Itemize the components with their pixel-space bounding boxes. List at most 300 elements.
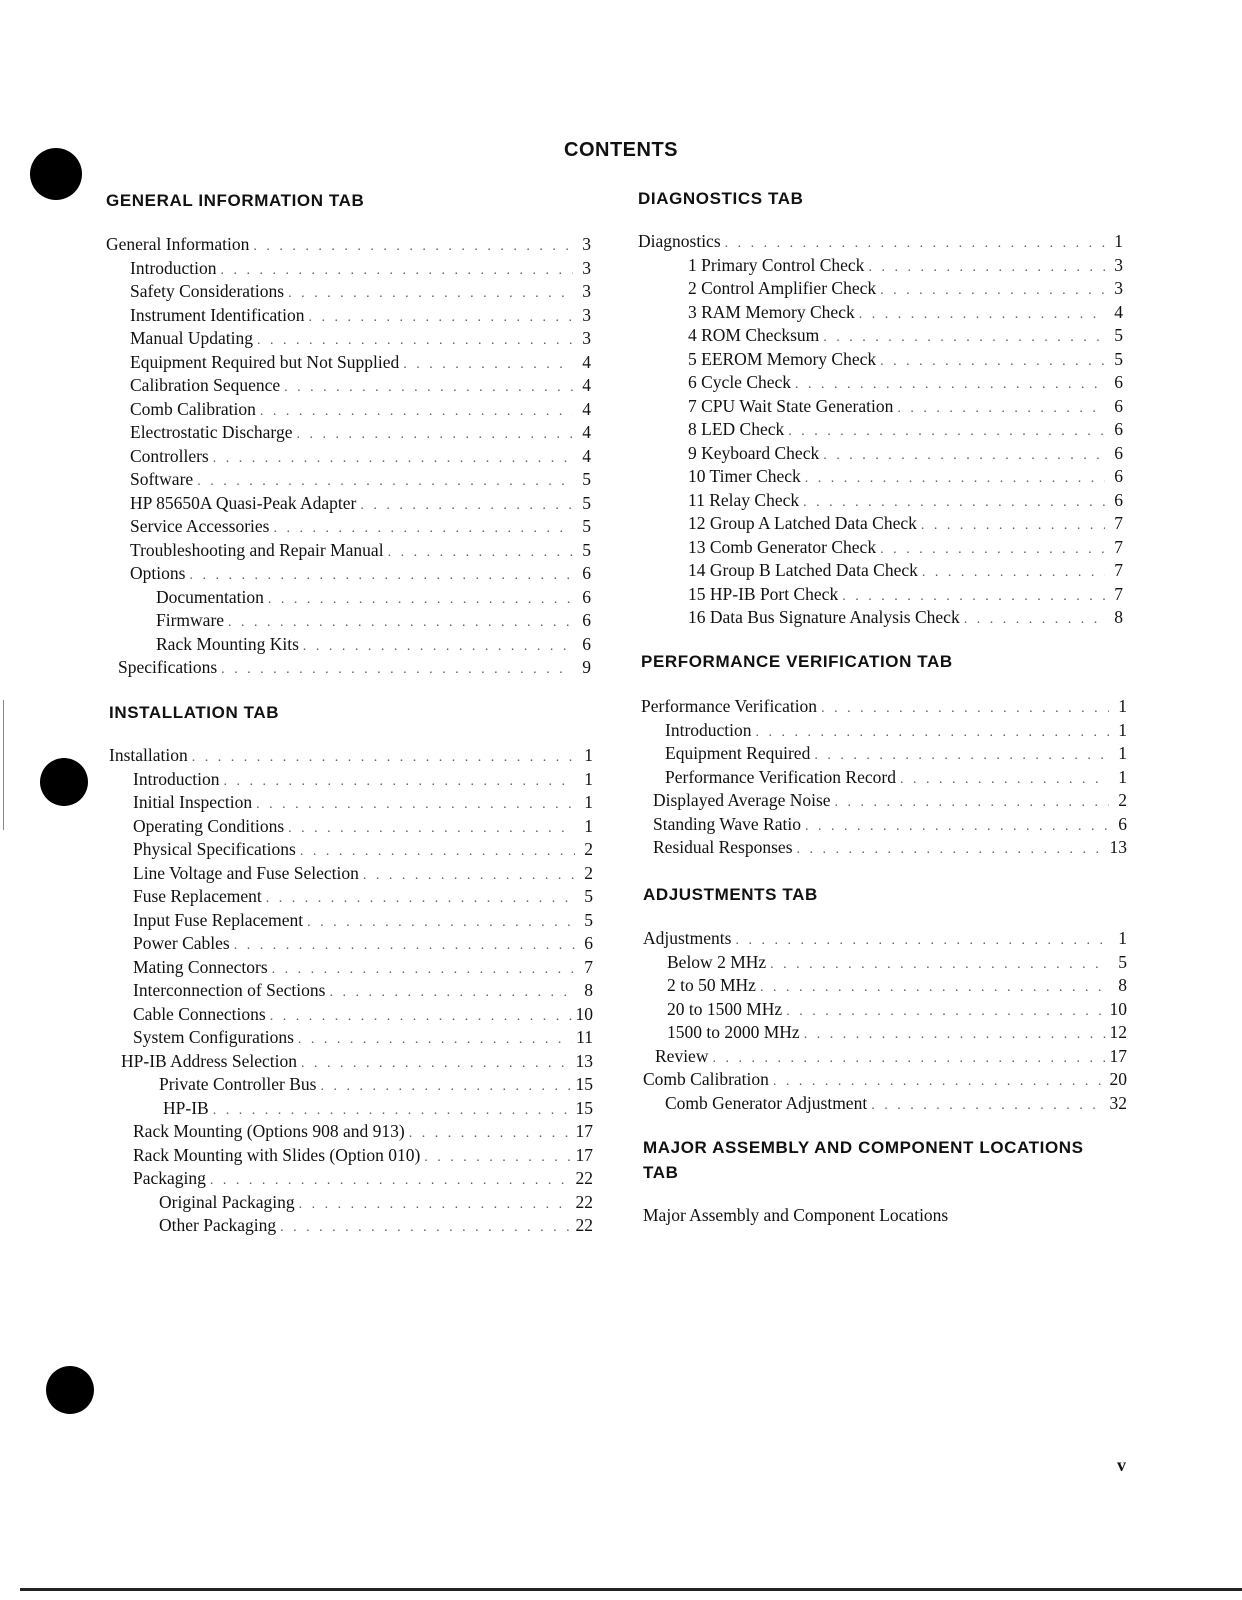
toc-entry-page: 1 [584, 815, 593, 836]
toc-entry [641, 790, 1127, 814]
toc-entry-page: 13 [1109, 837, 1127, 857]
toc-entry-page: 1 [584, 792, 593, 812]
toc-entry-page: 8 [1114, 607, 1123, 627]
toc-entry-page: 1 [1118, 928, 1127, 948]
toc-entry-page: 5 [1114, 325, 1123, 345]
toc-entry-label: Safety Considerations [130, 281, 285, 301]
toc-entry-page: 6 [1114, 419, 1123, 439]
page-number: v [1117, 1455, 1126, 1475]
toc-entry-label: General Information [106, 234, 250, 254]
dot-leader [298, 1032, 572, 1048]
toc-entry-label: 14 Group B Latched Data Check [688, 560, 918, 580]
toc-entry-label: Introduction [665, 719, 752, 740]
toc-entry-label: Comb Calibration [643, 1069, 769, 1089]
dot-leader [257, 333, 573, 349]
dot-leader [797, 842, 1106, 858]
toc-entry [109, 957, 593, 981]
dot-leader [288, 286, 573, 302]
dot-leader [256, 797, 575, 813]
toc-entry-label: Troubleshooting and Repair Manual [130, 539, 384, 560]
toc-entry [643, 1093, 1127, 1117]
major-assembly-heading [643, 1135, 1084, 1185]
toc-entry-page: 5 [582, 516, 591, 536]
toc-entry-label: 1500 to 2000 MHz [667, 1022, 800, 1042]
toc-entry [109, 980, 593, 1004]
toc-entry-label: Performance Verification [641, 696, 818, 716]
toc-entry-label: Interconnection of Sections [133, 980, 326, 1000]
toc-entry-page: 7 [1114, 513, 1123, 533]
toc-entry [106, 516, 591, 540]
toc-entry-page: 6 [582, 633, 591, 654]
dot-leader [880, 354, 1105, 370]
toc-entry-page: 3 [582, 257, 591, 278]
toc-entry-page: 2 [584, 839, 593, 859]
toc-entry-label: HP-IB Address Selection [121, 1050, 297, 1071]
toc-entry [106, 281, 591, 305]
dot-leader [299, 1197, 572, 1213]
toc-entry-page: 7 [584, 956, 593, 977]
toc-entry-label: Original Packaging [159, 1191, 295, 1212]
toc-entry [106, 563, 591, 587]
toc-entry-page: 7 [1114, 536, 1123, 557]
dot-leader [805, 819, 1109, 835]
toc-entry [109, 745, 593, 769]
toc-entry-label: Manual Updating [130, 328, 253, 348]
toc-entry-page: 1 [1118, 719, 1127, 740]
toc-entry-page: 4 [582, 351, 591, 372]
toc-entry [109, 1192, 593, 1216]
toc-entry-label: 7 CPU Wait State Generation [688, 395, 894, 416]
toc-entry-label: System Configurations [133, 1027, 294, 1047]
toc-entry-label: Power Cables [133, 933, 230, 953]
toc-entry-label: Comb Calibration [130, 398, 256, 419]
scan-edge-line [3, 700, 4, 830]
adjustments-toc [643, 928, 1127, 1116]
toc-entry [641, 743, 1127, 767]
toc-entry [638, 372, 1123, 396]
dot-leader [210, 1173, 572, 1189]
toc-entry [109, 1215, 593, 1239]
toc-entry-label: 1 Primary Control Check [688, 254, 865, 275]
toc-entry-label: 6 Cycle Check [688, 372, 792, 392]
toc-entry [106, 352, 591, 376]
toc-entry-page: 3 [1114, 278, 1123, 298]
toc-entry-page: 1 [1118, 696, 1127, 716]
dot-leader [788, 424, 1105, 440]
toc-entry [109, 886, 593, 910]
dot-leader [280, 1220, 571, 1236]
toc-entry [643, 999, 1127, 1023]
dot-leader [329, 985, 575, 1001]
dot-leader [300, 844, 575, 860]
dot-leader [814, 748, 1109, 764]
toc-entry-label: Documentation [156, 586, 264, 607]
toc-entry-label: Standing Wave Ratio [653, 813, 801, 834]
toc-entry [643, 1205, 1127, 1229]
toc-entry [109, 816, 593, 840]
toc-entry-label: Specifications [118, 657, 218, 677]
dot-leader [301, 1056, 572, 1072]
dot-leader [213, 451, 573, 467]
toc-entry-page: 3 [1114, 254, 1123, 275]
dot-leader [842, 589, 1105, 605]
toc-entry-label: Instrument Identification [130, 304, 305, 325]
major-assembly-toc [643, 1205, 1127, 1229]
toc-entry [109, 1074, 593, 1098]
toc-entry-label: Input Fuse Replacement [133, 909, 304, 930]
toc-entry-label: 8 LED Check [688, 419, 785, 439]
toc-entry [109, 792, 593, 816]
dot-leader [786, 1004, 1105, 1020]
toc-entry [641, 696, 1127, 720]
toc-entry-page: 22 [575, 1168, 593, 1188]
toc-entry-label: 9 Keyboard Check [688, 442, 820, 463]
diagnostics-toc [638, 231, 1123, 631]
dot-leader [756, 725, 1109, 741]
toc-entry-page: 6 [1114, 442, 1123, 463]
toc-entry [109, 1121, 593, 1145]
dot-leader [835, 795, 1109, 811]
dot-leader [213, 1103, 572, 1119]
toc-entry [638, 255, 1123, 279]
dot-leader [900, 772, 1109, 788]
dot-leader [296, 427, 573, 443]
dot-leader [823, 330, 1105, 346]
toc-entry [638, 443, 1123, 467]
toc-entry [638, 349, 1123, 373]
toc-entry [106, 305, 591, 329]
toc-entry-label: 2 to 50 MHz [667, 975, 756, 995]
toc-entry-page: 6 [1114, 466, 1123, 486]
toc-entry [106, 469, 591, 493]
toc-entry [641, 767, 1127, 791]
toc-entry [643, 928, 1127, 952]
toc-entry-label: Equipment Required [665, 743, 811, 763]
toc-entry-label: 5 EEROM Memory Check [688, 348, 877, 369]
toc-entry-page: 7 [1114, 560, 1123, 580]
toc-entry [638, 231, 1123, 255]
dot-leader [284, 380, 573, 396]
toc-entry-label: Electrostatic Discharge [130, 422, 293, 442]
toc-entry-page: 2 [1118, 790, 1127, 810]
toc-entry-label: Comb Generator Adjustment [665, 1092, 868, 1113]
toc-entry [638, 325, 1123, 349]
toc-entry [106, 399, 591, 423]
toc-entry-page: 1 [1114, 231, 1123, 251]
toc-entry [643, 1046, 1127, 1070]
toc-entry-label: 13 Comb Generator Check [688, 536, 877, 557]
toc-entry-page: 12 [1109, 1022, 1127, 1042]
toc-entry [643, 952, 1127, 976]
toc-entry [638, 419, 1123, 443]
dot-leader [224, 774, 575, 790]
toc-entry-label: Installation [109, 745, 188, 765]
bottom-rule [20, 1588, 1242, 1591]
toc-entry-page: 5 [582, 539, 591, 560]
toc-entry-page: 6 [1118, 813, 1127, 834]
toc-entry [109, 933, 593, 957]
toc-entry-page: 5 [1118, 951, 1127, 972]
dot-leader [197, 474, 573, 490]
toc-entry [638, 302, 1123, 326]
toc-entry [638, 584, 1123, 608]
toc-entry-page: 5 [1114, 348, 1123, 369]
contents-title: CONTENTS [564, 139, 678, 161]
dot-leader [760, 980, 1109, 996]
dot-leader [803, 495, 1105, 511]
toc-entry [106, 446, 591, 470]
dot-leader [388, 545, 573, 561]
major-assembly-heading-line1: MAJOR ASSEMBLY AND COMPONENT LOCATIONS [643, 1138, 1084, 1157]
toc-entry-page: 17 [575, 1144, 593, 1165]
toc-entry-label: 16 Data Bus Signature Analysis Check [688, 607, 960, 627]
toc-entry-label: 10 Timer Check [688, 466, 801, 486]
toc-entry-label: Fuse Replacement [133, 886, 262, 906]
dot-leader [272, 962, 575, 978]
dot-leader [288, 821, 575, 837]
toc-entry [109, 1145, 593, 1169]
toc-entry [106, 328, 591, 352]
dot-leader [773, 1074, 1106, 1090]
toc-entry [106, 234, 591, 258]
toc-entry-page: 22 [575, 1191, 593, 1212]
toc-entry-page: 10 [1109, 998, 1127, 1019]
toc-entry-page: 10 [575, 1003, 593, 1024]
toc-entry-label: Private Controller Bus [159, 1074, 317, 1094]
toc-entry [638, 607, 1123, 631]
toc-entry-label: 15 HP-IB Port Check [688, 583, 839, 604]
toc-entry-page: 6 [582, 563, 591, 583]
toc-entry-label: 3 RAM Memory Check [688, 301, 855, 322]
toc-entry-page: 1 [584, 745, 593, 765]
toc-entry [643, 1069, 1127, 1093]
toc-entry [106, 540, 591, 564]
dot-leader [805, 471, 1105, 487]
dot-leader [266, 891, 575, 907]
toc-entry-label: Controllers [130, 445, 209, 466]
toc-entry-page: 6 [584, 933, 593, 953]
toc-entry-page: 6 [1114, 395, 1123, 416]
toc-entry-page: 1 [584, 768, 593, 789]
toc-entry-page: 22 [575, 1215, 593, 1235]
toc-entry [109, 1027, 593, 1051]
toc-entry-label: Initial Inspection [133, 792, 253, 812]
toc-entry-page: 4 [582, 422, 591, 442]
dot-leader [804, 1027, 1106, 1043]
toc-entry-label: 12 Group A Latched Data Check [688, 513, 917, 533]
dot-leader [192, 750, 575, 766]
toc-entry-label: Firmware [156, 610, 225, 630]
toc-entry-label: Other Packaging [159, 1215, 277, 1235]
diagnostics-heading: DIAGNOSTICS TAB [638, 189, 804, 208]
toc-entry-label: Review [655, 1045, 709, 1066]
dot-leader [303, 639, 573, 655]
toc-entry-page: 4 [582, 445, 591, 466]
dot-leader [712, 1051, 1105, 1067]
toc-entry [106, 634, 591, 658]
installation-heading: INSTALLATION TAB [109, 703, 280, 722]
toc-entry-page: 4 [1114, 301, 1123, 322]
major-assembly-heading-line2: TAB [643, 1163, 679, 1182]
toc-entry-label: Service Accessories [130, 516, 270, 536]
dot-leader [880, 542, 1105, 558]
dot-leader [360, 498, 573, 514]
toc-entry-page: 17 [575, 1121, 593, 1141]
toc-entry [109, 1168, 593, 1192]
toc-entry-label: Adjustments [643, 928, 732, 948]
dot-leader [868, 260, 1105, 276]
dot-leader [221, 662, 573, 678]
dot-leader [770, 957, 1109, 973]
dot-leader [921, 518, 1105, 534]
dot-leader [189, 568, 573, 584]
dot-leader [260, 404, 573, 420]
toc-entry-label: Rack Mounting (Options 908 and 913) [133, 1121, 405, 1141]
toc-entry-label: Packaging [133, 1168, 206, 1188]
toc-entry-page: 6 [582, 586, 591, 607]
toc-entry [109, 839, 593, 863]
toc-entry [106, 587, 591, 611]
toc-entry-page: 5 [584, 886, 593, 906]
toc-entry-page: 13 [575, 1050, 593, 1071]
toc-entry [638, 466, 1123, 490]
binder-hole-bottom [46, 1366, 94, 1414]
toc-entry-page: 3 [582, 234, 591, 254]
toc-entry-label: Rack Mounting Kits [156, 633, 299, 654]
toc-entry [109, 910, 593, 934]
toc-entry-label: HP 85650A Quasi-Peak Adapter [130, 492, 357, 513]
toc-entry [106, 258, 591, 282]
dot-leader [320, 1079, 571, 1095]
toc-entry-label: Introduction [130, 257, 217, 278]
dot-leader [871, 1098, 1105, 1114]
toc-entry-label: 4 ROM Checksum [688, 325, 820, 345]
dot-leader [725, 236, 1105, 252]
toc-entry-label: Calibration Sequence [130, 375, 281, 395]
toc-entry-label: Performance Verification Record [665, 766, 896, 787]
toc-entry-page: 5 [582, 492, 591, 513]
toc-entry-page: 32 [1109, 1092, 1127, 1113]
dot-leader [823, 448, 1105, 464]
toc-entry-label: Diagnostics [638, 231, 721, 251]
toc-entry-page: 3 [582, 304, 591, 325]
toc-entry-page: 6 [1114, 372, 1123, 392]
toc-entry-label: Residual Responses [653, 837, 793, 857]
toc-entry-page: 8 [1118, 975, 1127, 995]
toc-entry-label: Introduction [133, 768, 220, 789]
toc-entry [643, 975, 1127, 999]
dot-leader [403, 357, 573, 373]
toc-entry [641, 837, 1127, 861]
dot-leader [270, 1009, 572, 1025]
toc-entry-page: 1 [1118, 743, 1127, 763]
toc-entry-page: 3 [582, 328, 591, 348]
toc-entry [641, 720, 1127, 744]
dot-leader [273, 521, 573, 537]
toc-entry [109, 1098, 593, 1122]
toc-entry-label: Physical Specifications [133, 839, 296, 859]
general-information-heading: GENERAL INFORMATION TAB [106, 191, 365, 210]
toc-entry-label: Equipment Required but Not Supplied [130, 351, 400, 372]
toc-entry-page: 17 [1109, 1045, 1127, 1066]
dot-leader [221, 263, 573, 279]
toc-entry-label: Displayed Average Noise [653, 790, 831, 810]
toc-entry-label: 11 Relay Check [688, 489, 800, 510]
dot-leader [363, 868, 575, 884]
toc-entry-page: 4 [582, 375, 591, 395]
toc-entry [106, 422, 591, 446]
dot-leader [922, 565, 1105, 581]
toc-entry-label: Options [130, 563, 186, 583]
toc-entry-page: 15 [575, 1097, 593, 1118]
installation-toc [109, 745, 593, 1239]
dot-leader [234, 938, 575, 954]
adjustments-heading: ADJUSTMENTS TAB [643, 885, 818, 904]
toc-entry-page: 8 [584, 980, 593, 1000]
toc-entry [106, 375, 591, 399]
toc-entry-label: Below 2 MHz [667, 951, 767, 972]
dot-leader [821, 701, 1109, 717]
toc-entry-label: Mating Connectors [133, 956, 268, 977]
toc-entry [106, 493, 591, 517]
general-information-toc [106, 234, 591, 681]
dot-leader [307, 915, 575, 931]
toc-entry [106, 610, 591, 634]
toc-entry-label: Line Voltage and Fuse Selection [133, 862, 359, 883]
toc-entry-page: 6 [1114, 489, 1123, 510]
toc-entry [638, 278, 1123, 302]
dot-leader [424, 1150, 571, 1166]
toc-entry [109, 1051, 593, 1075]
toc-entry-page: 4 [582, 398, 591, 419]
toc-entry [641, 814, 1127, 838]
dot-leader [964, 612, 1105, 628]
dot-leader [735, 933, 1109, 949]
toc-entry [109, 1004, 593, 1028]
dot-leader [795, 377, 1105, 393]
toc-entry-page: 20 [1109, 1069, 1127, 1089]
toc-entry-label: Software [130, 469, 194, 489]
toc-entry [638, 560, 1123, 584]
toc-entry-page: 15 [575, 1074, 593, 1094]
toc-entry-page: 7 [1114, 583, 1123, 604]
dot-leader [859, 307, 1105, 323]
toc-entry-page: 5 [584, 909, 593, 930]
performance-verification-heading: PERFORMANCE VERIFICATION TAB [641, 652, 953, 671]
toc-entry-label: HP-IB [163, 1097, 209, 1118]
dot-leader [268, 592, 573, 608]
dot-leader [253, 239, 573, 255]
toc-entry-label: Major Assembly and Component Locations [643, 1205, 949, 1225]
dot-leader [897, 401, 1105, 417]
dot-leader [409, 1126, 572, 1142]
toc-entry [638, 490, 1123, 514]
toc-entry-label: Rack Mounting with Slides (Option 010) [133, 1144, 421, 1165]
toc-entry [638, 513, 1123, 537]
toc-entry-label: Cable Connections [133, 1003, 266, 1024]
toc-entry-page: 6 [582, 610, 591, 630]
toc-entry-page: 9 [582, 657, 591, 677]
toc-entry-label: Operating Conditions [133, 815, 285, 836]
toc-entry [106, 657, 591, 681]
toc-entry [109, 769, 593, 793]
toc-entry [643, 1022, 1127, 1046]
toc-entry-label: 20 to 1500 MHz [667, 998, 783, 1019]
binder-hole-middle [40, 758, 88, 806]
toc-entry-page: 5 [582, 469, 591, 489]
toc-entry-label: 2 Control Amplifier Check [688, 278, 877, 298]
dot-leader [880, 283, 1105, 299]
